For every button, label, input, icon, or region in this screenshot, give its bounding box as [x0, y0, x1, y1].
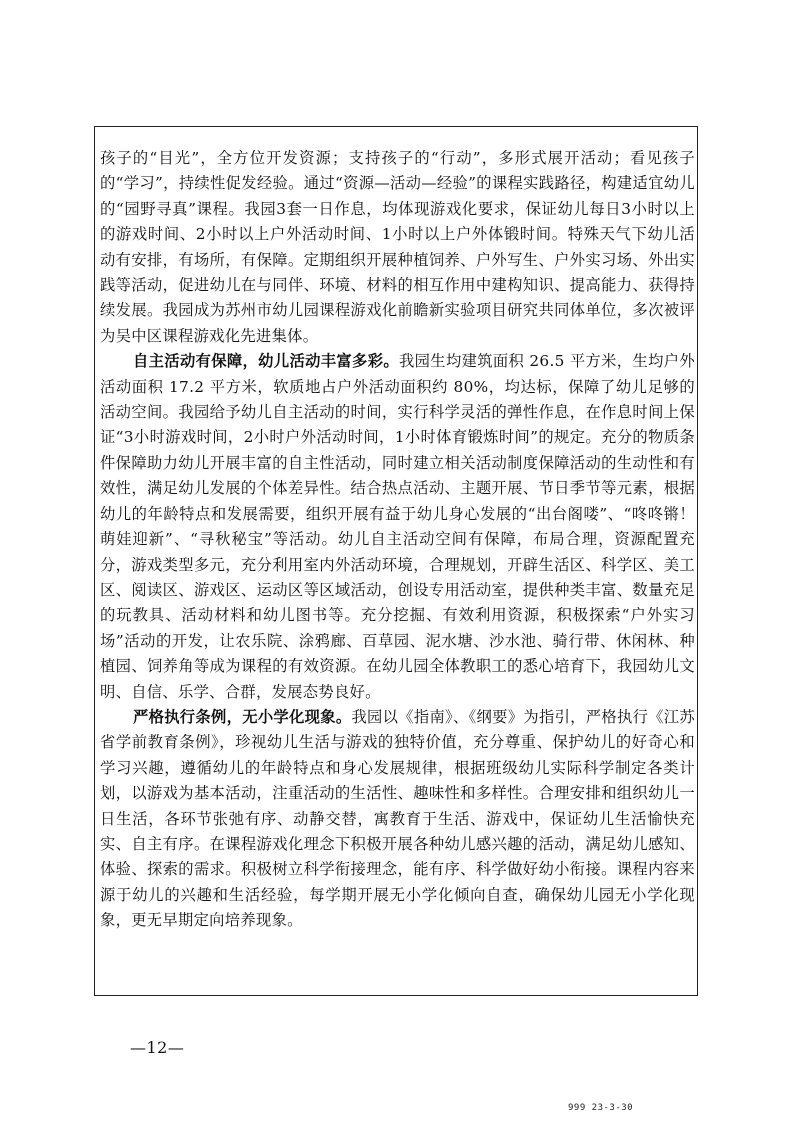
- paragraph-lead: 自主活动有保障，幼儿活动丰富多彩。: [133, 352, 399, 371]
- paragraph-text: 我园生均建筑面积 26.5 平方米，生均户外活动面积 17.2 平方米，软质地占户外活动面积约 80%，均达标，保障了幼儿足够的活动空间。我园给予幼儿自主活动的时间，实行科学灵活的弹性作息，在作息时间上保证“3小时游戏时间，2小时户外活动时间，1小时体育锻炼时间”的规定。充分的物质条件保障助力幼儿开展丰富的自主性活动，同时建立相关活动制度保障活动的生动性和有效性，满足幼儿发展的个体差异性。结合热点活动、主题开展、节日季节等元素，根据幼儿的年龄特点和发展需要，组织开展有益于幼儿身心发展的“出台阁喽”、“咚咚锵！萌娃迎新”、“寻秋秘宝”等活动。幼儿自主活动空间有保障，布局合理，资源配置充分，游戏类型多元，充分利用室内外活动环境，合理规划，开辟生活区、科学区、美工区、阅读区、游戏区、运动区等区域活动，创设专用活动室，提供种类丰富、数量充足的玩教具、活动材料和幼儿图书等。充分挖掘、有效利用资源，积极探索“户外实习场”活动的开发，让农乐院、涂鸦廊、百草园、泥水塘、沙水池、骑行带、休闲林、种植园、饲养角等成为课程的有效资源。在幼儿园全体教职工的悉心培育下，我园幼儿文明、自信、乐学、合群，发展态势良好。: [100, 352, 695, 701]
- document-body: [100, 146, 695, 934]
- paragraph-text: 我园以《指南》、《纲要》为指引，严格执行《江苏省学前教育条例》，珍视幼儿生活与游戏的独特价值，充分尊重、保护幼儿的好奇心和学习兴趣，遵循幼儿的年龄特点和身心发展规律，根据班级幼儿实际科学制定各类计划，以游戏为基本活动，注重活动的生活性、趣味性和多样性。合理安排和组织幼儿一日生活，各环节张弛有序、动静交替，寓教育于生活、游戏中，保证幼儿生活愉快充实、自主有序。在课程游戏化理念下积极开展各种幼儿感兴趣的活动，满足幼儿感知、体验、探索的需求。积极树立科学衔接理念，能有序、科学做好幼小衔接。课程内容来源于幼儿的兴趣和生活经验，每学期开展无小学化倾向自查，确保幼儿园无小学化现象，更无早期定向培养现象。: [100, 707, 695, 930]
- print-code: 999 23-3-30: [568, 1103, 634, 1113]
- paragraph-3: [100, 705, 695, 934]
- page-number: —12—: [130, 1038, 185, 1057]
- paragraph-lead: 严格执行条例，无小学化现象。: [133, 707, 352, 726]
- paragraph-text: 孩子的“目光”，全方位开发资源；支持孩子的“行动”，多形式展开活动；看见孩子的“学习”，持续性促发经验。通过“资源—活动—经验”的课程实践路径，构建适宜幼儿的“园野寻真”课程。我园3套一日作息，均体现游戏化要求，保证幼儿每日3小时以上的游戏时间、2小时以上户外活动时间、1小时以上户外体锻时间。特殊天气下幼儿活动有安排，有场所，有保障。定期组织开展种植饲养、户外写生、户外实习场、外出实践等活动，促进幼儿在与同伴、环境、材料的相互作用中建构知识、提高能力、获得持续发展。我园成为苏州市幼儿园课程游戏化前瞻新实验项目研究共同体单位，多次被评为吴中区课程游戏化先进集体。: [100, 149, 695, 345]
- paragraph-2: [100, 349, 695, 705]
- paragraph-1: [100, 146, 695, 349]
